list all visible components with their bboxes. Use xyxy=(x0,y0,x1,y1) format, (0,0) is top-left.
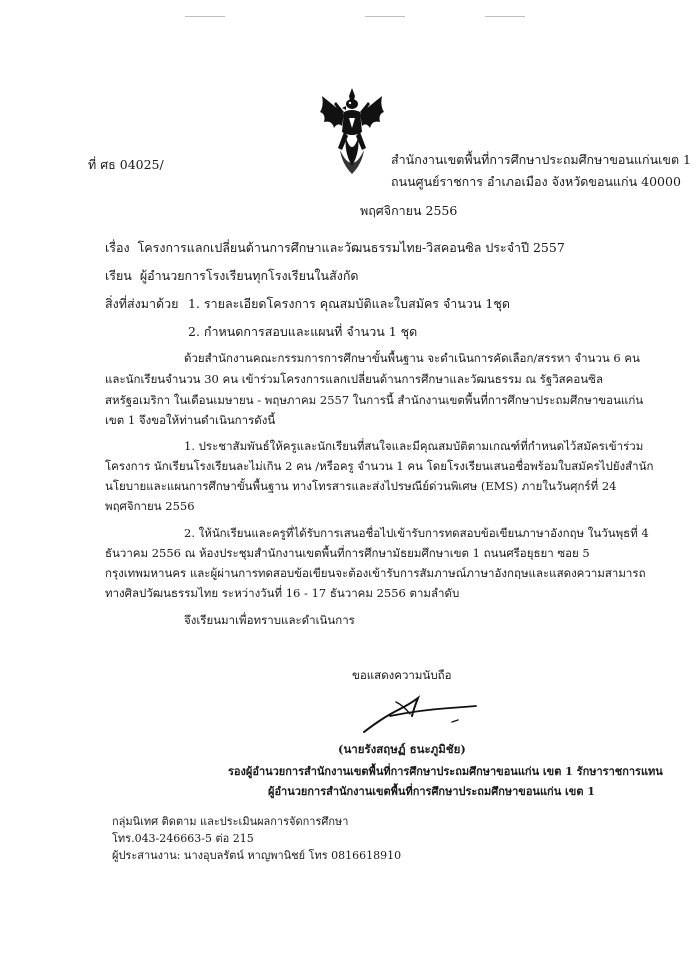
body-line: โครงการ นักเรียนโรงเรียนละไม่เกิน 2 คน /หรือครู จำนวน 1 คน โดยโรงเรียนเสนอชื่อพร้อมใบสมัครไปยังสำนัก xyxy=(105,459,654,473)
body-line: 2. ให้นักเรียนและครูที่ได้รับการเสนอชื่อไปเข้ารับการทดสอบข้อเขียนภาษาอังกฤษ ในวันพุธที่ 4 xyxy=(184,526,649,540)
body-line: 1. ประชาสัมพันธ์ให้ครูและนักเรียนที่สนใจและมีคุณสมบัติตามเกณฑ์ที่กำหนดไว้สมัครเข้าร่วม xyxy=(184,439,644,453)
body-line: ด้วยสำนักงานคณะกรรมการการศึกษาขั้นพื้นฐาน จะดำเนินการคัดเลือก/สรรหา จำนวน 6 คน xyxy=(184,351,640,365)
subject-line xyxy=(105,238,565,258)
body-line: สหรัฐอเมริกา ในเดือนเมษายน - พฤษภาคม 2557 ในการนี้ สำนักงานเขตพื้นที่การศึกษาประถมศึกษาขอนแก่น xyxy=(105,393,644,407)
closing-salutation: ขอแสดงความนับถือ xyxy=(352,668,452,682)
footer-coordinator: ผู้ประสานงาน: นางอุบลรัตน์ หาญพานิชย์ โทร 0816618910 xyxy=(112,849,402,862)
subject-text: โครงการแลกเปลี่ยนด้านการศึกษาและวัฒนธรรมไทย-วิสคอนซิล ประจำปี 2557 xyxy=(137,240,565,255)
scan-artifact-line xyxy=(485,16,525,17)
body-line: นโยบายและแผนการศึกษาขั้นพื้นฐาน ทางโทรสารและส่งไปรษณีย์ด่วนพิเศษ (EMS) ภายในวันศุกร์ที่ 24 xyxy=(105,479,617,493)
signatory-name: (นายรังสฤษฏ์ ธนะภูมิชัย) xyxy=(338,742,466,756)
closing-paragraph: จึงเรียนมาเพื่อทราบและดำเนินการ xyxy=(184,613,355,627)
recipient-line xyxy=(105,266,359,286)
subject-label: เรื่อง xyxy=(105,240,130,255)
body-line: ทางศิลปวัฒนธรรมไทย ระหว่างวันที่ 16 - 17 ธันวาคม 2556 ตามลำดับ xyxy=(105,586,460,600)
body-line: พฤศจิกายน 2556 xyxy=(105,499,195,513)
recipient-text: ผู้อำนวยการโรงเรียนทุกโรงเรียนในสังกัด xyxy=(139,268,359,283)
enclosure-item: 1. รายละเอียดโครงการ คุณสมบัติและใบสมัคร จำนวน 1ชุด xyxy=(188,296,510,311)
signatory-title-line2: ผู้อำนวยการสำนักงานเขตพื้นที่การศึกษาประถมศึกษาขอนแก่น เขต 1 xyxy=(268,785,595,798)
scan-artifact-line xyxy=(365,16,405,17)
garuda-emblem-icon xyxy=(316,86,388,178)
agency-address: ถนนศูนย์ราชการ อำเภอเมือง จังหวัดขอนแก่น 40000 xyxy=(391,174,681,189)
body-line: และนักเรียนจำนวน 30 คน เข้าร่วมโครงการแลกเปลี่ยนด้านการศึกษาและวัฒนธรรม ณ รัฐวิสคอนซิล xyxy=(105,372,603,386)
recipient-label: เรียน xyxy=(105,268,132,283)
enclosure-item: 2. กำหนดการสอบและแผนที่ จำนวน 1 ชุด xyxy=(188,324,418,339)
document-date: พฤศจิกายน 2556 xyxy=(360,203,458,218)
footer-department: กลุ่มนิเทศ ติดตาม และประเมินผลการจัดการศึกษา xyxy=(112,815,349,828)
document-number: ที่ ศธ 04025/ xyxy=(88,157,164,172)
footer-phone: โทร.043-246663-5 ต่อ 215 xyxy=(112,832,254,845)
signatory-title-line1: รองผู้อำนวยการสำนักงานเขตพื้นที่การศึกษาประถมศึกษาขอนแก่น เขต 1 รักษาราชการแทน xyxy=(228,765,663,778)
scan-artifact-line xyxy=(185,16,225,17)
body-line: เขต 1 จึงขอให้ท่านดำเนินการดังนี้ xyxy=(105,413,276,427)
handwritten-signature xyxy=(360,688,480,736)
enclosures-label: สิ่งที่ส่งมาด้วย xyxy=(105,296,179,311)
agency-name: สำนักงานเขตพื้นที่การศึกษาประถมศึกษาขอนแก่นเขต 1 xyxy=(391,152,692,167)
body-line: กรุงเทพมหานคร และผู้ผ่านการทดสอบข้อเขียนจะต้องเข้ารับการสัมภาษณ์ภาษาอังกฤษและแสดงความสามารถ xyxy=(105,566,646,580)
body-line: ธันวาคม 2556 ณ ห้องประชุมสำนักงานเขตพื้นที่การศึกษามัธยมศึกษาเขต 1 ถนนศรีอยุธยา ซอย 5 xyxy=(105,546,590,560)
